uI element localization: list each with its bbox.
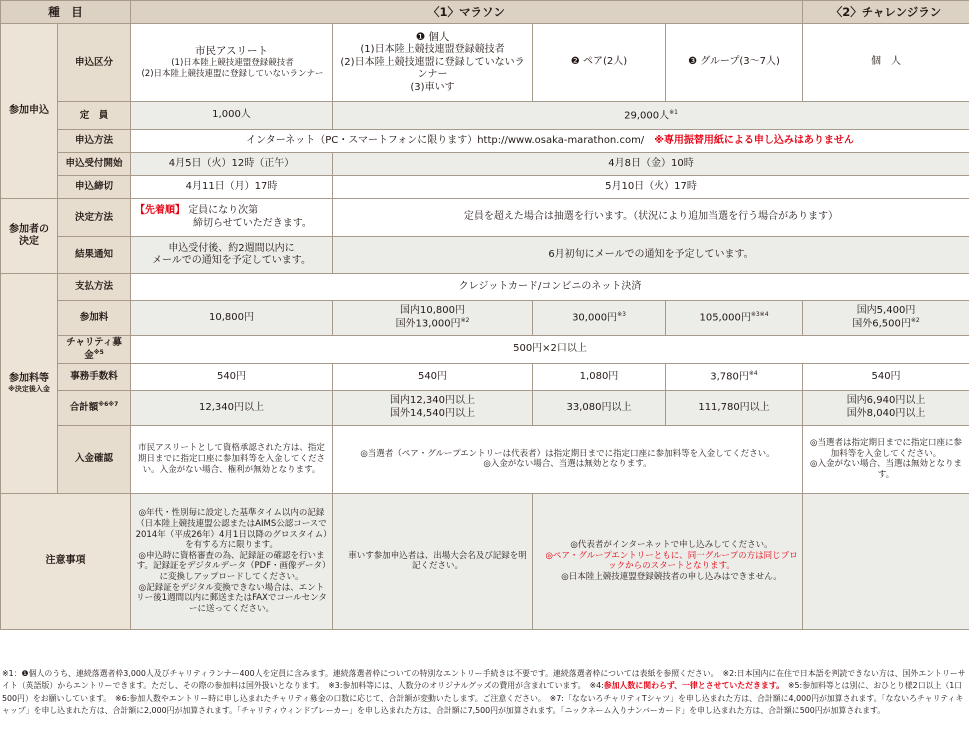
- label-category: 申込区分: [58, 24, 131, 102]
- individual-l1: (1)日本陸上競技連盟登録競技者: [360, 44, 505, 56]
- label-total-text: 合計額: [69, 402, 99, 414]
- total-challenge: [803, 390, 969, 425]
- section-fee-sub: ※決定後入金: [8, 385, 50, 394]
- total-challenge-l2: 国外8,040円以上: [846, 407, 926, 419]
- payment-text: クレジットカード/コンビニのネット決済: [131, 274, 969, 301]
- label-confirm: 入金確認: [58, 425, 131, 493]
- caution-citizen: [131, 493, 333, 629]
- total-individual-l2: 国外14,540円以上: [390, 407, 475, 419]
- confirm-citizen: 市民アスリートとして資格承認された方は、指定期日までに指定口座に参加料等を入金してください。入金がない場合、権利が無効となります。: [131, 425, 333, 493]
- citizen-title: 市民アスリート: [194, 45, 269, 58]
- caution-citizen-l3: ◎記録証をデジタル変換できない場合は、エントリー後1週間以内に郵送またはFAXでコールセンターに送ってください。: [136, 582, 327, 614]
- start-citizen: 4月5日（火）12時（正午）: [131, 153, 333, 176]
- fee-group-value: 105,000円: [699, 312, 751, 324]
- footnote-5-7: ※5:参加料等とは別に、おひとり様2口以上（1口500円）をお願いしています。 ※6:参加人数やエントリー時に申し込まれたチャリティ募金の口数に応じて、合計額が変動いたします。ご注意ください。 ※7:「なないろチャリティTシャツ」を申し込まれた方は、合計額に4,000円が加算されます。「なないろチャリティキャップ」を申し込まれた方は、合計額に2,000円が加算されます。「チャリティウィンドブレーカー」を申し込まれた方は、合計額に7,500円が加算されます。「ニックネーム入りナンバーカード」を申し込まれた方は、合計額に500円が加算されます。: [2, 681, 964, 715]
- confirm-challenge-l2: ◎入金がない場合、当選は無効となります。: [810, 459, 962, 481]
- label-charity: [58, 336, 131, 364]
- fee-citizen: 10,800円: [131, 301, 333, 336]
- fee-challenge: [803, 301, 969, 336]
- decide-citizen-l1: 定員になり次第: [188, 205, 259, 216]
- label-decide: 決定方法: [58, 199, 131, 237]
- category-individual: [333, 24, 533, 102]
- fee-challenge-l2: 国外6,500円: [852, 318, 911, 330]
- section-entry: 参加申込: [1, 24, 58, 199]
- total-citizen: 12,340円以上: [131, 390, 333, 425]
- label-total-sup: ※6※7: [98, 401, 119, 409]
- caution-individual: 車いす参加申込者は、出場大会名及び記録を明記ください。: [333, 493, 533, 629]
- label-result: 結果通知: [58, 237, 131, 274]
- result-citizen-l1: 申込受付後、約2週間以内に: [168, 242, 295, 254]
- category-challenge: 個 人: [803, 24, 969, 102]
- handling-citizen: 540円: [131, 363, 333, 390]
- label-handling: 事務手数料: [58, 363, 131, 390]
- label-payment: 支払方法: [58, 274, 131, 301]
- capacity-marathon-value: 29,000人: [624, 109, 670, 121]
- start-others: 4月8日（金）10時: [333, 153, 969, 176]
- category-group: ❸ グループ(3〜7人): [666, 24, 803, 102]
- handling-group-value: 3,780円: [710, 371, 749, 383]
- caution-pg-l3: ◎日本陸上競技連盟登録競技者の申し込みはできません。: [561, 572, 782, 583]
- fee-pair-value: 30,000円: [572, 312, 618, 324]
- header-challenge: 〈2〉チャレンジラン: [803, 1, 969, 24]
- caution-challenge: [803, 493, 969, 629]
- handling-group-sup: ※4: [748, 369, 758, 377]
- handling-individual: 540円: [333, 363, 533, 390]
- individual-l2: (2)日本陸上競技連盟に登録していないランナー: [340, 56, 525, 81]
- header-marathon: 〈1〉マラソン: [131, 1, 803, 24]
- fee-individual-l1: 国内10,800円: [400, 304, 465, 316]
- total-pair: 33,080円以上: [533, 390, 666, 425]
- method-text: [131, 130, 969, 153]
- category-citizen: [131, 24, 333, 102]
- footnote-4-red: 参加人数に関わらず、一律とさせていただきます。: [603, 681, 781, 691]
- individual-title: ❶ 個人: [415, 30, 450, 43]
- label-capacity: 定 員: [58, 102, 131, 130]
- individual-l3: (3)車いす: [410, 81, 455, 93]
- caution-pair-group: [533, 493, 803, 629]
- section-decision: 参加者の決定: [1, 199, 58, 274]
- decide-citizen-l2: 締切らせていただきます。: [193, 217, 312, 229]
- fee-group: [666, 301, 803, 336]
- fee-individual-sup: ※2: [460, 317, 470, 325]
- label-close: 申込締切: [58, 176, 131, 199]
- label-fee: 参加料: [58, 301, 131, 336]
- fee-pair: [533, 301, 666, 336]
- capacity-marathon-sup: ※1: [669, 108, 678, 116]
- citizen-l2: (2)日本陸上競技連盟に登録していないランナー: [141, 69, 324, 80]
- total-individual: [333, 390, 533, 425]
- result-citizen: [131, 237, 333, 274]
- confirm-marathon-l2: ◎入金がない場合、当選は無効となります。: [483, 459, 652, 470]
- label-total: [58, 390, 131, 425]
- confirm-challenge: [803, 425, 969, 493]
- decide-others: 定員を超えた場合は抽選を行います。（状況により追加当選を行う場合があります）: [333, 199, 969, 237]
- label-charity-text: チャリティ募金: [66, 337, 122, 362]
- citizen-l1: (1)日本陸上競技連盟登録競技者: [171, 58, 294, 69]
- footnote-1-4: ※1：❶個人のうち、連続落選者枠3,000人及びチャリティランナー400人を定員に含みます。連続落選者枠についての特別なエントリー手続きは不要です。連続落選者枠については表紙を参照ください。 ※2:日本国内に在住で日本語を判読できない方は、国外エントリーサイト（英語版）からエントリーできます。ただし、その際の参加料は国外扱いとなります。 ※3:参加料等には、人数分のオリジナルグッズの費用が含まれています。 ※4:: [2, 669, 966, 691]
- handling-group: [666, 363, 803, 390]
- footnotes: [0, 668, 969, 717]
- close-others: 5月10日（火）17時: [333, 176, 969, 199]
- total-challenge-l1: 国内6,940円以上: [846, 395, 926, 407]
- caution-citizen-l1: ◎年代・性別毎に設定した基準タイム以内の記録（日本陸上競技連盟公認またはAIMS公認コースで2014年（平成26年）4月1日以降のグロスタイム）を有する方に限ります。: [135, 508, 328, 551]
- result-citizen-l2: メールでの通知を予定しています。: [152, 255, 311, 266]
- fee-pair-sup: ※3: [617, 311, 626, 319]
- label-start: 申込受付開始: [58, 153, 131, 176]
- total-individual-l1: 国内12,340円以上: [390, 395, 475, 407]
- header-type: 種 目: [1, 1, 131, 24]
- decide-citizen: [131, 199, 333, 237]
- result-others: 6月初旬にメールでの通知を予定しています。: [333, 237, 969, 274]
- method-url: インターネット（PC・スマートフォンに限ります）http://www.osaka-marathon.com/: [246, 134, 645, 146]
- confirm-marathon: [333, 425, 803, 493]
- confirm-marathon-l1: ◎当選者（ペア・グループエントリーは代表者）は指定期日までに指定口座に参加料等を入金してください。: [360, 448, 775, 459]
- fee-challenge-l1: 国内5,400円: [856, 304, 916, 316]
- label-method: 申込方法: [58, 130, 131, 153]
- section-fee-main: 参加料等: [9, 372, 49, 384]
- section-fee: [1, 274, 58, 494]
- label-charity-sup: ※5: [93, 348, 104, 356]
- fee-individual: [333, 301, 533, 336]
- close-citizen: 4月11日（月）17時: [131, 176, 333, 199]
- section-notes: 注意事項: [1, 493, 131, 629]
- confirm-challenge-l1: ◎当選者は指定期日までに指定口座に参加料等を入金してください。: [810, 438, 962, 459]
- fee-individual-l2: 国外13,000円: [395, 318, 461, 330]
- charity-text: 500円×2口以上: [131, 336, 969, 364]
- method-note: ※専用振替用紙による申し込みはありません: [654, 134, 854, 146]
- handling-challenge: 540円: [803, 363, 969, 390]
- fee-group-sup: ※3※4: [750, 311, 769, 319]
- caution-citizen-l2: ◎申込時に資格審査の為、記録証の確認を行います。記録証をデジタルデータ（PDF・画像データ）に変換しアップロードしてください。: [136, 550, 327, 583]
- total-group: 111,780円以上: [666, 390, 803, 425]
- handling-pair: 1,080円: [533, 363, 666, 390]
- decide-tag: 【先着順】: [135, 205, 185, 216]
- caution-pg-l2: ◎ペア・グループエントリーともに、同一グループの方は同じブロックからのスタートとなります。: [545, 550, 798, 572]
- caution-pg-l1: ◎代表者がインターネットで申し込みしてください。: [570, 540, 773, 551]
- category-pair: ❷ ペア(2人): [533, 24, 666, 102]
- capacity-citizen: 1,000人: [131, 102, 333, 130]
- fee-challenge-sup: ※2: [910, 317, 920, 325]
- capacity-marathon: [333, 102, 969, 130]
